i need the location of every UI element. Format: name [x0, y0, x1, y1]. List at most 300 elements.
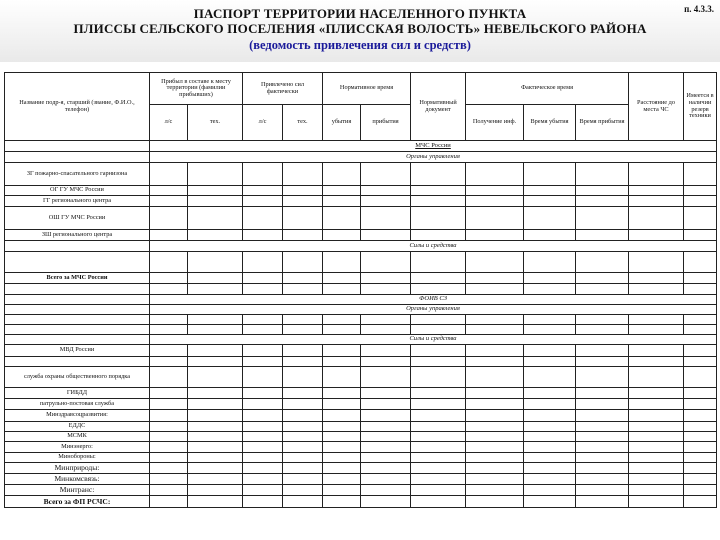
table-cell: [150, 496, 188, 508]
row-name: [5, 325, 150, 335]
col-receive-info: Получение инф.: [466, 105, 524, 141]
row-name: патрульно-постовая служба: [5, 399, 150, 410]
table-cell: [466, 453, 524, 463]
table-cell: [576, 432, 629, 442]
row-name: МСМК: [5, 432, 150, 442]
section-label: Органы управления: [150, 152, 717, 163]
row-name: Минкомсвязь:: [5, 474, 150, 485]
table-cell: [323, 463, 361, 474]
table-cell: [243, 474, 283, 485]
table-cell: [188, 196, 243, 207]
table-cell: [188, 284, 243, 295]
table-cell: [323, 367, 361, 388]
table-cell: [243, 496, 283, 508]
table-cell: [576, 453, 629, 463]
table-cell: [524, 496, 576, 508]
table-cell: [188, 163, 243, 186]
table-cell: [411, 252, 466, 273]
table-cell: [361, 474, 411, 485]
table-cell: [466, 196, 524, 207]
table-cell: [188, 432, 243, 442]
table-cell: [323, 252, 361, 273]
table-cell: [576, 325, 629, 335]
table-row: [5, 388, 717, 399]
table-row: [5, 305, 717, 315]
table-cell: [361, 485, 411, 496]
table-cell: [361, 496, 411, 508]
table-cell: [150, 345, 188, 357]
row-name: [5, 305, 150, 315]
table-cell: [629, 388, 684, 399]
table-row: [5, 345, 717, 357]
table-cell: [411, 230, 466, 241]
table-cell: [576, 442, 629, 453]
table-cell: [361, 163, 411, 186]
col-distance-header: Расстояние до места ЧС: [629, 73, 684, 141]
table-cell: [323, 207, 361, 230]
table-cell: [411, 453, 466, 463]
table-cell: [411, 186, 466, 196]
table-cell: [150, 453, 188, 463]
table-cell: [283, 325, 323, 335]
table-cell: [629, 399, 684, 410]
table-cell: [361, 284, 411, 295]
table-cell: [243, 163, 283, 186]
table-cell: [524, 474, 576, 485]
table-cell: [629, 474, 684, 485]
table-cell: [576, 230, 629, 241]
table-cell: [629, 485, 684, 496]
table-cell: [466, 496, 524, 508]
table-cell: [576, 196, 629, 207]
table-cell: [283, 273, 323, 284]
resource-sheet-table: [4, 72, 717, 508]
table-cell: [524, 442, 576, 453]
table-cell: [576, 399, 629, 410]
table-cell: [411, 388, 466, 399]
table-cell: [283, 388, 323, 399]
col-arrival-time: Время прибытия: [576, 105, 629, 141]
table-cell: [243, 410, 283, 422]
table-cell: [243, 399, 283, 410]
table-row: [5, 152, 717, 163]
table-cell: [629, 315, 684, 325]
table-cell: [188, 496, 243, 508]
table-cell: [411, 367, 466, 388]
table-cell: [150, 422, 188, 432]
table-cell: [150, 230, 188, 241]
table-cell: [361, 196, 411, 207]
row-name: ЗШ регионального центра: [5, 230, 150, 241]
table-cell: [576, 163, 629, 186]
row-name: [5, 141, 150, 152]
table-cell: [323, 284, 361, 295]
table-cell: [150, 474, 188, 485]
table-cell: [361, 453, 411, 463]
table-row: [5, 273, 717, 284]
table-row: [5, 230, 717, 241]
table-cell: [283, 345, 323, 357]
table-cell: [684, 463, 717, 474]
table-cell: [283, 284, 323, 295]
table-cell: [323, 399, 361, 410]
table-cell: [684, 474, 717, 485]
table-row: [5, 163, 717, 186]
table-cell: [283, 485, 323, 496]
table-cell: [188, 230, 243, 241]
table-cell: [188, 273, 243, 284]
table-cell: [243, 315, 283, 325]
table-cell: [323, 410, 361, 422]
table-cell: [323, 485, 361, 496]
table-cell: [524, 186, 576, 196]
table-cell: [283, 453, 323, 463]
table-cell: [524, 230, 576, 241]
table-cell: [524, 252, 576, 273]
table-cell: [411, 399, 466, 410]
table-cell: [361, 273, 411, 284]
section-label: Органы управления: [150, 305, 717, 315]
col-norm-departure: убытия: [323, 105, 361, 141]
table-cell: [150, 325, 188, 335]
table-cell: [361, 463, 411, 474]
table-cell: [150, 463, 188, 474]
col-norm-arrival: прибытия: [361, 105, 411, 141]
table-cell: [524, 357, 576, 367]
table-cell: [243, 284, 283, 295]
table-cell: [150, 273, 188, 284]
table-cell: [188, 442, 243, 453]
table-cell: [524, 485, 576, 496]
table-cell: [576, 388, 629, 399]
col-actual-tech: тех.: [283, 105, 323, 141]
table-cell: [524, 463, 576, 474]
table-cell: [684, 453, 717, 463]
table-cell: [150, 399, 188, 410]
table-cell: [188, 315, 243, 325]
table-cell: [466, 388, 524, 399]
table-cell: [283, 442, 323, 453]
row-name: ЗГ пожарно-спасательного гарнизона: [5, 163, 150, 186]
table-cell: [323, 196, 361, 207]
table-cell: [323, 186, 361, 196]
table-row: [5, 196, 717, 207]
table-cell: [411, 315, 466, 325]
table-cell: [243, 325, 283, 335]
table-cell: [411, 357, 466, 367]
row-name: Минприроды:: [5, 463, 150, 474]
table-row: [5, 367, 717, 388]
table-cell: [188, 463, 243, 474]
table-cell: [629, 496, 684, 508]
table-cell: [466, 273, 524, 284]
table-cell: [524, 325, 576, 335]
table-cell: [466, 252, 524, 273]
table-cell: [150, 432, 188, 442]
table-cell: [411, 442, 466, 453]
table-cell: [243, 442, 283, 453]
table-cell: [629, 345, 684, 357]
subtitle: (ведомость привлечения сил и средств): [249, 38, 471, 52]
table-cell: [283, 422, 323, 432]
table-cell: [243, 207, 283, 230]
table-cell: [411, 496, 466, 508]
table-cell: [283, 230, 323, 241]
table-row: [5, 496, 717, 508]
table-cell: [188, 252, 243, 273]
table-cell: [629, 463, 684, 474]
col-actual-header: Привлечено сил фактически: [243, 73, 323, 105]
table-cell: [629, 432, 684, 442]
row-name: ОШ ГУ МЧС России: [5, 207, 150, 230]
table-cell: [188, 357, 243, 367]
section-label: Силы и средства: [150, 241, 717, 252]
row-name: Минэнерго:: [5, 442, 150, 453]
table-cell: [466, 399, 524, 410]
header-band: [0, 0, 720, 62]
table-cell: [411, 474, 466, 485]
table-cell: [629, 410, 684, 422]
table-cell: [361, 186, 411, 196]
table-cell: [411, 273, 466, 284]
table-cell: [576, 252, 629, 273]
table-cell: [684, 485, 717, 496]
table-cell: [684, 410, 717, 422]
table-cell: [188, 453, 243, 463]
table-cell: [466, 485, 524, 496]
table-cell: [188, 399, 243, 410]
row-name: [5, 252, 150, 273]
table-cell: [361, 410, 411, 422]
table-cell: [629, 186, 684, 196]
table-cell: [150, 252, 188, 273]
table-cell: [576, 410, 629, 422]
table-cell: [684, 442, 717, 453]
table-cell: [576, 345, 629, 357]
row-name: ГГ регионального центра: [5, 196, 150, 207]
table-cell: [283, 163, 323, 186]
table-row: [5, 485, 717, 496]
row-name: служба охраны общественного порядка: [5, 367, 150, 388]
table-cell: [629, 325, 684, 335]
table-row: [5, 410, 717, 422]
table-cell: [411, 463, 466, 474]
table-cell: [283, 474, 323, 485]
table-cell: [361, 315, 411, 325]
section-label: Силы и средства: [150, 335, 717, 345]
table-cell: [361, 325, 411, 335]
table-cell: [150, 485, 188, 496]
table-row: [5, 141, 717, 152]
item-reference: п. 4.3.3.: [684, 4, 714, 14]
table-cell: [243, 388, 283, 399]
table-cell: [684, 163, 717, 186]
table-cell: [466, 410, 524, 422]
table-cell: [684, 496, 717, 508]
table-cell: [524, 284, 576, 295]
table-cell: [323, 474, 361, 485]
section-label: ФОИВ СЗ: [150, 295, 717, 305]
table-cell: [323, 422, 361, 432]
table-cell: [684, 186, 717, 196]
col-onsite-header: Прибыл в составе к месту территории (фамилии прибывших): [150, 73, 243, 105]
table-cell: [361, 422, 411, 432]
table-cell: [188, 325, 243, 335]
table-cell: [323, 442, 361, 453]
row-name: Минздравсоцразвития:: [5, 410, 150, 422]
table-cell: [150, 442, 188, 453]
row-name: [5, 335, 150, 345]
table-cell: [629, 163, 684, 186]
table-cell: [150, 207, 188, 230]
table-cell: [243, 273, 283, 284]
row-name: [5, 284, 150, 295]
table-cell: [188, 388, 243, 399]
table-cell: [243, 432, 283, 442]
row-name: Минтранс:: [5, 485, 150, 496]
table-cell: [576, 496, 629, 508]
row-name: ОГ ГУ МЧС России: [5, 186, 150, 196]
table-cell: [243, 485, 283, 496]
table-cell: [283, 196, 323, 207]
title-line-2: ПЛИССЫ СЕЛЬСКОГО ПОСЕЛЕНИЯ «ПЛИССКАЯ ВОЛОСТЬ» НЕВЕЛЬСКОГО РАЙОНА: [73, 21, 647, 36]
table-cell: [323, 325, 361, 335]
table-row: [5, 207, 717, 230]
table-cell: [361, 432, 411, 442]
table-cell: [188, 186, 243, 196]
row-total-name: Всего за МЧС России: [5, 273, 150, 284]
table-cell: [411, 207, 466, 230]
table-row: [5, 335, 717, 345]
table-cell: [411, 196, 466, 207]
table-cell: [323, 345, 361, 357]
table-cell: [150, 284, 188, 295]
table-cell: [684, 196, 717, 207]
table-cell: [283, 186, 323, 196]
table-cell: [150, 196, 188, 207]
table-cell: [411, 325, 466, 335]
table-cell: [243, 357, 283, 367]
table-cell: [361, 252, 411, 273]
table-cell: [684, 367, 717, 388]
table-cell: [684, 252, 717, 273]
table-cell: [361, 399, 411, 410]
table-row: [5, 284, 717, 295]
table-cell: [323, 453, 361, 463]
col-normdoc-header: Нормативный документ: [411, 73, 466, 141]
section-label: МЧС России: [150, 141, 717, 152]
table-cell: [361, 388, 411, 399]
table-cell: [411, 410, 466, 422]
table-cell: [466, 357, 524, 367]
table-cell: [361, 367, 411, 388]
table-row: [5, 186, 717, 196]
table-cell: [466, 442, 524, 453]
table-cell: [243, 230, 283, 241]
table-cell: [283, 410, 323, 422]
table-cell: [466, 325, 524, 335]
col-normtime-header: Нормативное время: [323, 73, 411, 105]
table-cell: [684, 230, 717, 241]
table-cell: [283, 463, 323, 474]
row-name: [5, 241, 150, 252]
table-cell: [684, 422, 717, 432]
row-name: [5, 295, 150, 305]
table-cell: [466, 463, 524, 474]
table-cell: [576, 357, 629, 367]
table-cell: [576, 284, 629, 295]
table-cell: [243, 345, 283, 357]
table-cell: [524, 453, 576, 463]
table-cell: [524, 388, 576, 399]
table-cell: [629, 367, 684, 388]
row-total-name: Всего за ФП РСЧС:: [5, 496, 150, 508]
table-row: [5, 422, 717, 432]
table-cell: [524, 163, 576, 186]
table-cell: [243, 252, 283, 273]
col-facttime-header: Фактическое время: [466, 73, 629, 105]
table-cell: [524, 315, 576, 325]
table-cell: [361, 345, 411, 357]
table-cell: [466, 186, 524, 196]
table-cell: [283, 252, 323, 273]
col-onsite-tech: тех.: [188, 105, 243, 141]
table-cell: [361, 230, 411, 241]
table-cell: [466, 315, 524, 325]
table-cell: [323, 432, 361, 442]
table-cell: [629, 196, 684, 207]
table-cell: [629, 284, 684, 295]
table-cell: [411, 485, 466, 496]
table-cell: [576, 485, 629, 496]
table-cell: [466, 367, 524, 388]
table-cell: [524, 207, 576, 230]
table-cell: [283, 432, 323, 442]
table-cell: [361, 357, 411, 367]
table-cell: [323, 230, 361, 241]
table-cell: [283, 315, 323, 325]
table-cell: [684, 357, 717, 367]
row-name: Минобороны:: [5, 453, 150, 463]
table-row: [5, 399, 717, 410]
table-cell: [466, 474, 524, 485]
table-cell: [188, 474, 243, 485]
col-name-header: Название подр-я, старший (звание, Ф.И.О., телефон): [5, 73, 150, 141]
table-cell: [283, 399, 323, 410]
row-name: [5, 357, 150, 367]
table-row: [5, 325, 717, 335]
table-cell: [466, 432, 524, 442]
col-actual-people: л/с: [243, 105, 283, 141]
table-cell: [323, 496, 361, 508]
table-cell: [576, 186, 629, 196]
table-cell: [243, 367, 283, 388]
table-cell: [576, 422, 629, 432]
table-cell: [243, 186, 283, 196]
table-cell: [411, 163, 466, 186]
table-cell: [150, 357, 188, 367]
table-cell: [576, 207, 629, 230]
table-cell: [629, 453, 684, 463]
table-row: [5, 432, 717, 442]
table-cell: [243, 196, 283, 207]
table-cell: [361, 442, 411, 453]
table-cell: [684, 315, 717, 325]
table-cell: [150, 163, 188, 186]
table-cell: [466, 230, 524, 241]
table-cell: [684, 284, 717, 295]
table-cell: [684, 325, 717, 335]
